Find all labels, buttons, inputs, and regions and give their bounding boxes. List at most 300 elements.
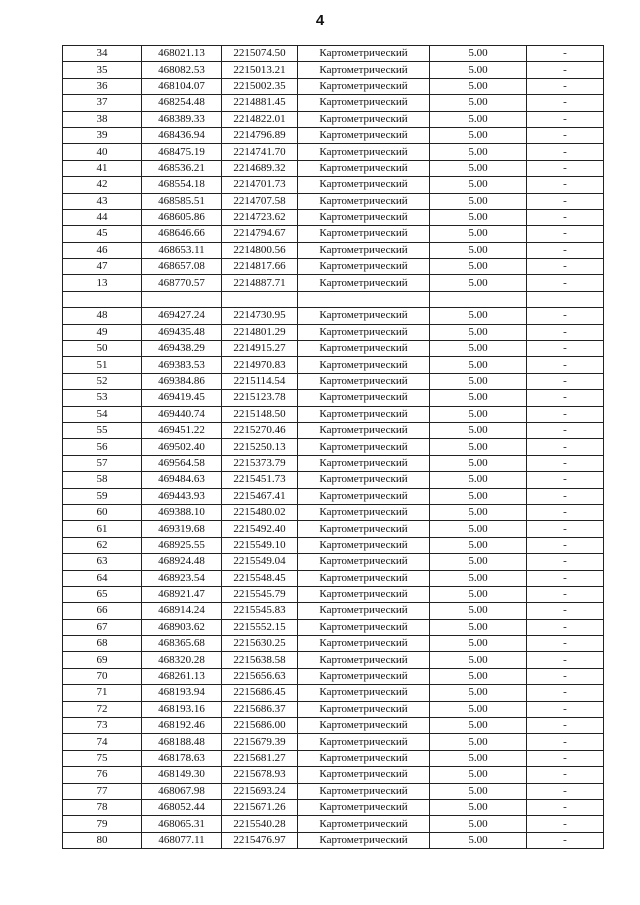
- table-row: [63, 472, 604, 488]
- table-row: [63, 619, 604, 635]
- note-cell: -: [527, 504, 604, 520]
- point-number-cell: [63, 291, 142, 307]
- y-coordinate-cell: 2215074.50: [222, 46, 298, 62]
- method-cell: Картометрический: [298, 177, 430, 193]
- point-number-cell: 57: [63, 455, 142, 471]
- accuracy-cell: 5.00: [430, 177, 527, 193]
- point-number-cell: 80: [63, 832, 142, 848]
- y-coordinate-cell: 2214796.89: [222, 127, 298, 143]
- y-coordinate-cell: 2215270.46: [222, 422, 298, 438]
- x-coordinate-cell: 468646.66: [142, 226, 222, 242]
- y-coordinate-cell: 2214794.67: [222, 226, 298, 242]
- note-cell: -: [527, 373, 604, 389]
- x-coordinate-cell: 469419.45: [142, 390, 222, 406]
- x-coordinate-cell: 469451.22: [142, 422, 222, 438]
- x-coordinate-cell: 468065.31: [142, 816, 222, 832]
- point-number-cell: 13: [63, 275, 142, 291]
- note-cell: -: [527, 341, 604, 357]
- y-coordinate-cell: 2215681.27: [222, 750, 298, 766]
- point-number-cell: 63: [63, 554, 142, 570]
- table-row: [63, 259, 604, 275]
- point-number-cell: 35: [63, 62, 142, 78]
- accuracy-cell: 5.00: [430, 799, 527, 815]
- table-row: [63, 291, 604, 307]
- x-coordinate-cell: 468924.48: [142, 554, 222, 570]
- table-row: [63, 685, 604, 701]
- method-cell: Картометрический: [298, 259, 430, 275]
- method-cell: Картометрический: [298, 619, 430, 635]
- table-row: [63, 554, 604, 570]
- table-row: [63, 750, 604, 766]
- method-cell: Картометрический: [298, 406, 430, 422]
- note-cell: -: [527, 799, 604, 815]
- table-row: [63, 701, 604, 717]
- x-coordinate-cell: 468193.16: [142, 701, 222, 717]
- note-cell: -: [527, 259, 604, 275]
- table-row: [63, 636, 604, 652]
- x-coordinate-cell: 468077.11: [142, 832, 222, 848]
- table-row: [63, 455, 604, 471]
- note-cell: -: [527, 177, 604, 193]
- table-row: [63, 488, 604, 504]
- x-coordinate-cell: 468320.28: [142, 652, 222, 668]
- method-cell: Картометрический: [298, 521, 430, 537]
- note-cell: -: [527, 554, 604, 570]
- y-coordinate-cell: 2215123.78: [222, 390, 298, 406]
- coordinates-table-body: [63, 46, 604, 849]
- point-number-cell: 43: [63, 193, 142, 209]
- y-coordinate-cell: 2215480.02: [222, 504, 298, 520]
- y-coordinate-cell: 2214970.83: [222, 357, 298, 373]
- y-coordinate-cell: 2214887.71: [222, 275, 298, 291]
- y-coordinate-cell: 2214689.32: [222, 160, 298, 176]
- x-coordinate-cell: 468149.30: [142, 767, 222, 783]
- x-coordinate-cell: 468192.46: [142, 718, 222, 734]
- y-coordinate-cell: 2215467.41: [222, 488, 298, 504]
- accuracy-cell: 5.00: [430, 488, 527, 504]
- y-coordinate-cell: 2214822.01: [222, 111, 298, 127]
- point-number-cell: 79: [63, 816, 142, 832]
- point-number-cell: 37: [63, 95, 142, 111]
- accuracy-cell: 5.00: [430, 406, 527, 422]
- x-coordinate-cell: 468923.54: [142, 570, 222, 586]
- point-number-cell: 55: [63, 422, 142, 438]
- y-coordinate-cell: 2215549.04: [222, 554, 298, 570]
- accuracy-cell: 5.00: [430, 603, 527, 619]
- accuracy-cell: 5.00: [430, 242, 527, 258]
- note-cell: -: [527, 767, 604, 783]
- y-coordinate-cell: 2215656.63: [222, 668, 298, 684]
- x-coordinate-cell: [142, 291, 222, 307]
- method-cell: Картометрический: [298, 46, 430, 62]
- method-cell: Картометрический: [298, 668, 430, 684]
- y-coordinate-cell: 2215114.54: [222, 373, 298, 389]
- x-coordinate-cell: 468657.08: [142, 259, 222, 275]
- method-cell: Картометрический: [298, 734, 430, 750]
- accuracy-cell: 5.00: [430, 439, 527, 455]
- method-cell: Картометрический: [298, 472, 430, 488]
- x-coordinate-cell: 469484.63: [142, 472, 222, 488]
- x-coordinate-cell: 469388.10: [142, 504, 222, 520]
- note-cell: -: [527, 668, 604, 684]
- note-cell: -: [527, 111, 604, 127]
- x-coordinate-cell: 468914.24: [142, 603, 222, 619]
- accuracy-cell: 5.00: [430, 455, 527, 471]
- method-cell: Картометрический: [298, 586, 430, 602]
- method-cell: Картометрический: [298, 718, 430, 734]
- table-row: [63, 160, 604, 176]
- method-cell: Картометрический: [298, 373, 430, 389]
- method-cell: Картометрический: [298, 799, 430, 815]
- note-cell: -: [527, 439, 604, 455]
- y-coordinate-cell: 2214817.66: [222, 259, 298, 275]
- note-cell: -: [527, 488, 604, 504]
- y-coordinate-cell: 2215002.35: [222, 78, 298, 94]
- note-cell: -: [527, 734, 604, 750]
- table-row: [63, 537, 604, 553]
- x-coordinate-cell: 468554.18: [142, 177, 222, 193]
- table-row: [63, 226, 604, 242]
- table-row: [63, 209, 604, 225]
- accuracy-cell: 5.00: [430, 390, 527, 406]
- point-number-cell: 40: [63, 144, 142, 160]
- method-cell: Картометрический: [298, 357, 430, 373]
- x-coordinate-cell: 468188.48: [142, 734, 222, 750]
- y-coordinate-cell: 2215545.79: [222, 586, 298, 602]
- x-coordinate-cell: 468261.13: [142, 668, 222, 684]
- point-number-cell: 78: [63, 799, 142, 815]
- point-number-cell: 56: [63, 439, 142, 455]
- method-cell: Картометрический: [298, 455, 430, 471]
- note-cell: -: [527, 226, 604, 242]
- method-cell: Картометрический: [298, 324, 430, 340]
- point-number-cell: 66: [63, 603, 142, 619]
- accuracy-cell: 5.00: [430, 767, 527, 783]
- accuracy-cell: 5.00: [430, 62, 527, 78]
- method-cell: Картометрический: [298, 308, 430, 324]
- x-coordinate-cell: 468193.94: [142, 685, 222, 701]
- y-coordinate-cell: 2215545.83: [222, 603, 298, 619]
- table-row: [63, 799, 604, 815]
- table-row: [63, 357, 604, 373]
- note-cell: -: [527, 750, 604, 766]
- y-coordinate-cell: 2215549.10: [222, 537, 298, 553]
- method-cell: Картометрический: [298, 504, 430, 520]
- x-coordinate-cell: 469384.86: [142, 373, 222, 389]
- y-coordinate-cell: 2215373.79: [222, 455, 298, 471]
- point-number-cell: 58: [63, 472, 142, 488]
- point-number-cell: 42: [63, 177, 142, 193]
- note-cell: -: [527, 275, 604, 291]
- x-coordinate-cell: 468067.98: [142, 783, 222, 799]
- point-number-cell: 34: [63, 46, 142, 62]
- accuracy-cell: 5.00: [430, 472, 527, 488]
- table-row: [63, 242, 604, 258]
- point-number-cell: 64: [63, 570, 142, 586]
- point-number-cell: 49: [63, 324, 142, 340]
- point-number-cell: 74: [63, 734, 142, 750]
- y-coordinate-cell: 2215671.26: [222, 799, 298, 815]
- y-coordinate-cell: 2215451.73: [222, 472, 298, 488]
- point-number-cell: 77: [63, 783, 142, 799]
- y-coordinate-cell: 2215638.58: [222, 652, 298, 668]
- table-row: [63, 78, 604, 94]
- accuracy-cell: 5.00: [430, 308, 527, 324]
- x-coordinate-cell: 468770.57: [142, 275, 222, 291]
- note-cell: -: [527, 701, 604, 717]
- y-coordinate-cell: 2214800.56: [222, 242, 298, 258]
- point-number-cell: 72: [63, 701, 142, 717]
- accuracy-cell: 5.00: [430, 734, 527, 750]
- y-coordinate-cell: 2215679.39: [222, 734, 298, 750]
- method-cell: Картометрический: [298, 127, 430, 143]
- accuracy-cell: 5.00: [430, 554, 527, 570]
- x-coordinate-cell: 468653.11: [142, 242, 222, 258]
- accuracy-cell: 5.00: [430, 373, 527, 389]
- accuracy-cell: 5.00: [430, 504, 527, 520]
- point-number-cell: 69: [63, 652, 142, 668]
- note-cell: -: [527, 160, 604, 176]
- accuracy-cell: 5.00: [430, 259, 527, 275]
- x-coordinate-cell: 468536.21: [142, 160, 222, 176]
- note-cell: -: [527, 357, 604, 373]
- note-cell: -: [527, 78, 604, 94]
- accuracy-cell: 5.00: [430, 357, 527, 373]
- note-cell: [527, 291, 604, 307]
- accuracy-cell: 5.00: [430, 193, 527, 209]
- x-coordinate-cell: 468585.51: [142, 193, 222, 209]
- y-coordinate-cell: 2214701.73: [222, 177, 298, 193]
- x-coordinate-cell: 468605.86: [142, 209, 222, 225]
- point-number-cell: 53: [63, 390, 142, 406]
- method-cell: Картометрический: [298, 439, 430, 455]
- accuracy-cell: 5.00: [430, 127, 527, 143]
- table-row: [63, 734, 604, 750]
- y-coordinate-cell: 2215250.13: [222, 439, 298, 455]
- y-coordinate-cell: 2215552.15: [222, 619, 298, 635]
- table-row: [63, 652, 604, 668]
- accuracy-cell: 5.00: [430, 275, 527, 291]
- table-row: [63, 324, 604, 340]
- method-cell: Картометрический: [298, 685, 430, 701]
- x-coordinate-cell: 468925.55: [142, 537, 222, 553]
- x-coordinate-cell: 469383.53: [142, 357, 222, 373]
- note-cell: -: [527, 127, 604, 143]
- table-row: [63, 111, 604, 127]
- method-cell: Картометрический: [298, 537, 430, 553]
- point-number-cell: 47: [63, 259, 142, 275]
- y-coordinate-cell: 2215678.93: [222, 767, 298, 783]
- point-number-cell: 59: [63, 488, 142, 504]
- x-coordinate-cell: 468082.53: [142, 62, 222, 78]
- accuracy-cell: 5.00: [430, 570, 527, 586]
- y-coordinate-cell: 2215693.24: [222, 783, 298, 799]
- accuracy-cell: 5.00: [430, 636, 527, 652]
- method-cell: Картометрический: [298, 193, 430, 209]
- x-coordinate-cell: 468104.07: [142, 78, 222, 94]
- table-row: [63, 62, 604, 78]
- note-cell: -: [527, 603, 604, 619]
- point-number-cell: 76: [63, 767, 142, 783]
- table-row: [63, 570, 604, 586]
- method-cell: Картометрический: [298, 783, 430, 799]
- x-coordinate-cell: 468254.48: [142, 95, 222, 111]
- accuracy-cell: 5.00: [430, 324, 527, 340]
- note-cell: -: [527, 619, 604, 635]
- note-cell: -: [527, 652, 604, 668]
- y-coordinate-cell: 2215148.50: [222, 406, 298, 422]
- y-coordinate-cell: 2215492.40: [222, 521, 298, 537]
- accuracy-cell: 5.00: [430, 160, 527, 176]
- accuracy-cell: 5.00: [430, 78, 527, 94]
- table-row: [63, 783, 604, 799]
- method-cell: Картометрический: [298, 144, 430, 160]
- accuracy-cell: 5.00: [430, 209, 527, 225]
- table-row: [63, 521, 604, 537]
- x-coordinate-cell: 468436.94: [142, 127, 222, 143]
- point-number-cell: 48: [63, 308, 142, 324]
- table-row: [63, 127, 604, 143]
- table-row: [63, 422, 604, 438]
- table-row: [63, 439, 604, 455]
- y-coordinate-cell: 2215548.45: [222, 570, 298, 586]
- accuracy-cell: 5.00: [430, 422, 527, 438]
- method-cell: Картометрический: [298, 488, 430, 504]
- note-cell: -: [527, 537, 604, 553]
- method-cell: Картометрический: [298, 209, 430, 225]
- table-row: [63, 603, 604, 619]
- accuracy-cell: [430, 291, 527, 307]
- point-number-cell: 52: [63, 373, 142, 389]
- note-cell: -: [527, 62, 604, 78]
- table-row: [63, 718, 604, 734]
- table-row: [63, 46, 604, 62]
- table-row: [63, 816, 604, 832]
- method-cell: Картометрический: [298, 816, 430, 832]
- y-coordinate-cell: 2214915.27: [222, 341, 298, 357]
- method-cell: Картометрический: [298, 226, 430, 242]
- accuracy-cell: 5.00: [430, 701, 527, 717]
- point-number-cell: 36: [63, 78, 142, 94]
- x-coordinate-cell: 468903.62: [142, 619, 222, 635]
- point-number-cell: 61: [63, 521, 142, 537]
- accuracy-cell: 5.00: [430, 816, 527, 832]
- y-coordinate-cell: 2214723.62: [222, 209, 298, 225]
- method-cell: [298, 291, 430, 307]
- accuracy-cell: 5.00: [430, 718, 527, 734]
- method-cell: Картометрический: [298, 341, 430, 357]
- y-coordinate-cell: 2215686.45: [222, 685, 298, 701]
- table-row: [63, 586, 604, 602]
- method-cell: Картометрический: [298, 62, 430, 78]
- method-cell: Картометрический: [298, 242, 430, 258]
- accuracy-cell: 5.00: [430, 750, 527, 766]
- y-coordinate-cell: 2214741.70: [222, 144, 298, 160]
- x-coordinate-cell: 469502.40: [142, 439, 222, 455]
- y-coordinate-cell: 2215013.21: [222, 62, 298, 78]
- note-cell: -: [527, 521, 604, 537]
- y-coordinate-cell: 2215686.00: [222, 718, 298, 734]
- point-number-cell: 75: [63, 750, 142, 766]
- table-row: [63, 406, 604, 422]
- note-cell: -: [527, 718, 604, 734]
- accuracy-cell: 5.00: [430, 783, 527, 799]
- table-row: [63, 308, 604, 324]
- accuracy-cell: 5.00: [430, 685, 527, 701]
- x-coordinate-cell: 469438.29: [142, 341, 222, 357]
- point-number-cell: 71: [63, 685, 142, 701]
- accuracy-cell: 5.00: [430, 144, 527, 160]
- x-coordinate-cell: 468365.68: [142, 636, 222, 652]
- table-row: [63, 341, 604, 357]
- note-cell: -: [527, 95, 604, 111]
- note-cell: -: [527, 324, 604, 340]
- x-coordinate-cell: 469435.48: [142, 324, 222, 340]
- table-row: [63, 767, 604, 783]
- x-coordinate-cell: 469319.68: [142, 521, 222, 537]
- point-number-cell: 50: [63, 341, 142, 357]
- accuracy-cell: 5.00: [430, 226, 527, 242]
- table-row: [63, 144, 604, 160]
- note-cell: -: [527, 242, 604, 258]
- method-cell: Картометрический: [298, 636, 430, 652]
- accuracy-cell: 5.00: [430, 95, 527, 111]
- note-cell: -: [527, 46, 604, 62]
- x-coordinate-cell: 468389.33: [142, 111, 222, 127]
- point-number-cell: 41: [63, 160, 142, 176]
- table-row: [63, 275, 604, 291]
- method-cell: Картометрический: [298, 832, 430, 848]
- x-coordinate-cell: 469443.93: [142, 488, 222, 504]
- method-cell: Картометрический: [298, 390, 430, 406]
- accuracy-cell: 5.00: [430, 668, 527, 684]
- accuracy-cell: 5.00: [430, 586, 527, 602]
- table-row: [63, 504, 604, 520]
- accuracy-cell: 5.00: [430, 341, 527, 357]
- page-number: 4: [315, 12, 325, 29]
- point-number-cell: 44: [63, 209, 142, 225]
- point-number-cell: 68: [63, 636, 142, 652]
- note-cell: -: [527, 586, 604, 602]
- point-number-cell: 73: [63, 718, 142, 734]
- table-row: [63, 832, 604, 848]
- x-coordinate-cell: 469440.74: [142, 406, 222, 422]
- method-cell: Картометрический: [298, 750, 430, 766]
- x-coordinate-cell: 468021.13: [142, 46, 222, 62]
- note-cell: -: [527, 816, 604, 832]
- table-row: [63, 193, 604, 209]
- note-cell: -: [527, 636, 604, 652]
- table-row: [63, 95, 604, 111]
- point-number-cell: 38: [63, 111, 142, 127]
- accuracy-cell: 5.00: [430, 111, 527, 127]
- note-cell: -: [527, 685, 604, 701]
- point-number-cell: 51: [63, 357, 142, 373]
- y-coordinate-cell: 2215686.37: [222, 701, 298, 717]
- x-coordinate-cell: 468052.44: [142, 799, 222, 815]
- y-coordinate-cell: 2215476.97: [222, 832, 298, 848]
- method-cell: Картометрический: [298, 554, 430, 570]
- y-coordinate-cell: 2214801.29: [222, 324, 298, 340]
- method-cell: Картометрический: [298, 160, 430, 176]
- method-cell: Картометрический: [298, 111, 430, 127]
- point-number-cell: 60: [63, 504, 142, 520]
- accuracy-cell: 5.00: [430, 521, 527, 537]
- x-coordinate-cell: 468178.63: [142, 750, 222, 766]
- y-coordinate-cell: 2215540.28: [222, 816, 298, 832]
- point-number-cell: 54: [63, 406, 142, 422]
- x-coordinate-cell: 468921.47: [142, 586, 222, 602]
